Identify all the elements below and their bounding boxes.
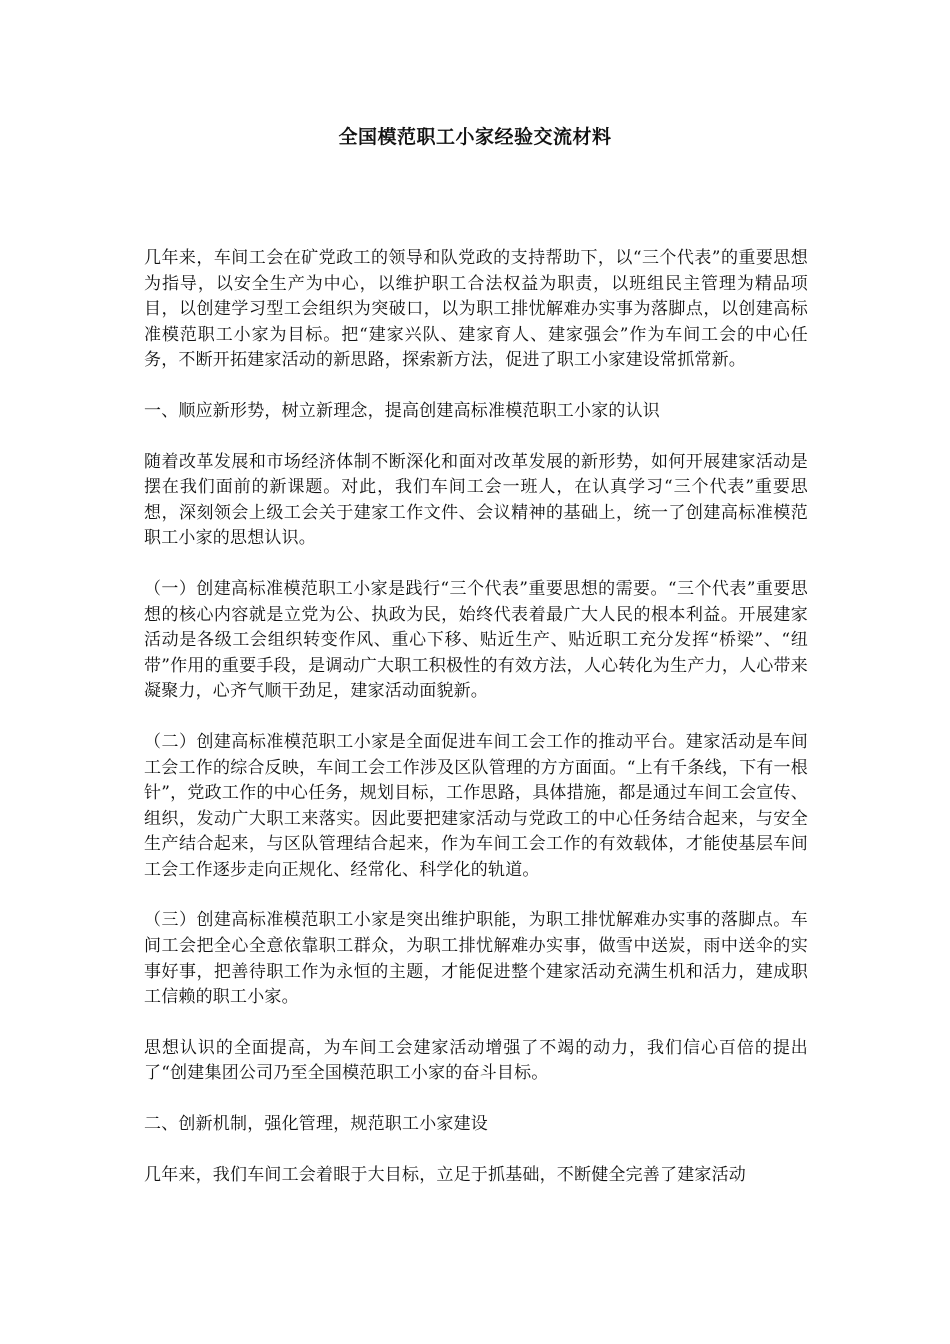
subsection-paragraph-1: （一）创建高标准模范职工小家是践行“三个代表”重要思想的需要。“三个代表”重要思想的核心内容就是立党为公、执政为民，始终代表着最广大人民的根本利益。开展建家活动是各级工会组织转变作风、重心下移、贴近生产、贴近职工充分发挥“桥梁”、“纽带”作用的重要手段，是调动广大职工积极性的有效方法，人心转化为生产力，人心带来凝聚力，心齐气顺干劲足，建家活动面貌新。 [144, 578, 808, 702]
intro-paragraph: 几年来，车间工会在矿党政工的领导和队党政的支持帮助下，以“三个代表”的重要思想为指导，以安全生产为中心，以维护职工合法权益为职责，以班组民主管理为精品项目，以创建学习型工会组织为突破口，以为职工排忧解难办实事为落脚点，以创建高标准模范职工小家为目标。把“建家兴队、建家育人、建家强会”作为车间工会的中心任务，不断开拓建家活动的新思路，探索新方法，促进了职工小家建设常抓常新。 [144, 248, 808, 371]
body-paragraph: 几年来，我们车间工会着眼于大目标，立足于抓基础，不断健全完善了建家活动 [144, 1164, 746, 1185]
section-heading-2: 二、创新机制，强化管理，规范职工小家建设 [144, 1114, 488, 1135]
section-heading-1: 一、顺应新形势，树立新理念，提高创建高标准模范职工小家的认识 [144, 400, 660, 421]
subsection-paragraph-3: （三）创建高标准模范职工小家是突出维护职能，为职工排忧解难办实事的落脚点。车间工会把全心全意依靠职工群众，为职工排忧解难办实事，做雪中送炭，雨中送伞的实事好事，把善待职工作为永恒的主题，才能促进整个建家活动充满生机和活力，建成职工信赖的职工小家。 [144, 910, 808, 1008]
summary-paragraph: 思想认识的全面提高，为车间工会建家活动增强了不竭的动力，我们信心百倍的提出了“创建集团公司乃至全国模范职工小家的奋斗目标。 [144, 1037, 808, 1084]
document-title: 全国模范职工小家经验交流材料 [338, 126, 612, 148]
document-body [144, 246, 808, 1213]
body-paragraph: 随着改革发展和市场经济体制不断深化和面对改革发展的新形势，如何开展建家活动是摆在我们面前的新课题。对此，我们车间工会一班人，在认真学习“三个代表”重要思想，深刻领会上级工会关于建家工作文件、会议精神的基础上，统一了创建高标准模范职工小家的思想认识。 [144, 451, 808, 549]
subsection-paragraph-2: （二）创建高标准模范职工小家是全面促进车间工会工作的推动平台。建家活动是车间工会工作的综合反映，车间工会工作涉及区队管理的方方面面。“上有千条线，下有一根针”，党政工作的中心任务，规划目标，工作思路，具体措施，都是通过车间工会宣传、组织，发动广大职工来落实。因此要把建家活动与党政工的中心任务结合起来，与安全生产结合起来，与区队管理结合起来，作为车间工会工作的有效载体，才能使基层车间工会工作逐步走向正规化、经常化、科学化的轨道。 [144, 731, 808, 880]
